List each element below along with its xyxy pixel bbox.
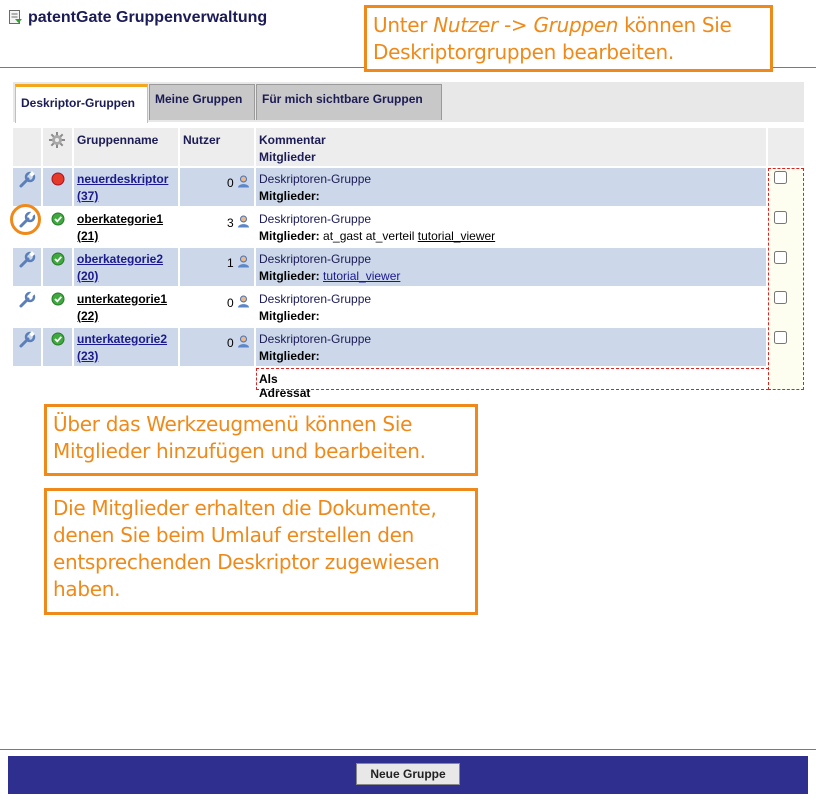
- status-inactive-icon: [51, 172, 65, 186]
- recipient-checkbox[interactable]: [774, 211, 787, 224]
- tab-sichtbare-gruppen[interactable]: Für mich sichtbare Gruppen: [256, 84, 442, 120]
- callout-top: Unter Nutzer -> Gruppen können Sie Deskriptorgruppen bearbeiten.: [364, 5, 773, 72]
- recipient-label: Als Adressat: [259, 372, 311, 400]
- user-icon[interactable]: [237, 255, 250, 268]
- row-tool-cell: [13, 248, 41, 286]
- group-name-link[interactable]: oberkategorie2: [77, 252, 164, 266]
- members-label: Mitglieder:: [259, 229, 320, 243]
- wrench-icon[interactable]: [18, 171, 36, 192]
- recipient-checkbox[interactable]: [774, 291, 787, 304]
- page-icon: [9, 10, 22, 24]
- row-select-cell: [768, 248, 804, 286]
- user-count: 0: [226, 336, 234, 350]
- header-comment-label: Kommentar: [259, 133, 326, 147]
- callout-tool-menu: Über das Werkzeugmenü können Sie Mitglieder hinzufügen und bearbeiten.: [44, 404, 478, 476]
- user-count: 3: [226, 216, 234, 230]
- member-link[interactable]: tutorial_viewer: [323, 269, 401, 283]
- row-comment: [256, 248, 766, 286]
- row-status-cell: [43, 208, 72, 246]
- footer-bar: [8, 756, 808, 794]
- row-users: [180, 288, 254, 326]
- tab-bar: [13, 82, 804, 122]
- group-comment: Deskriptoren-Gruppe: [259, 212, 372, 226]
- recipient-checkbox[interactable]: [774, 251, 787, 264]
- footer-divider: [0, 749, 816, 750]
- row-comment: [256, 168, 766, 206]
- group-name-link[interactable]: oberkategorie1: [77, 212, 164, 226]
- group-comment: Deskriptoren-Gruppe: [259, 172, 372, 186]
- wrench-highlight-ring: [10, 204, 41, 235]
- user-count: 0: [226, 296, 234, 310]
- row-comment: [256, 288, 766, 326]
- status-active-icon: [51, 332, 65, 346]
- recipient-checkbox[interactable]: [774, 331, 787, 344]
- group-name-link[interactable]: neuerdeskriptor: [77, 172, 169, 186]
- status-active-icon: [51, 212, 65, 226]
- user-count: 1: [226, 256, 234, 270]
- recipient-checkbox[interactable]: [774, 171, 787, 184]
- row-users: [180, 208, 254, 246]
- row-comment: [256, 328, 766, 366]
- status-active-icon: [51, 292, 65, 306]
- header-group-name[interactable]: Gruppenname: [74, 128, 178, 166]
- group-comment: Deskriptoren-Gruppe: [259, 332, 372, 346]
- group-comment: Deskriptoren-Gruppe: [259, 252, 372, 266]
- wrench-icon[interactable]: [18, 251, 36, 272]
- group-comment: Deskriptoren-Gruppe: [259, 292, 372, 306]
- row-tool-cell: [13, 288, 41, 326]
- row-tool-cell: [13, 328, 41, 366]
- group-count-link[interactable]: (20): [77, 269, 99, 283]
- member-name: at_gast: [323, 229, 363, 243]
- row-status-cell: [43, 168, 72, 206]
- user-count: 0: [226, 176, 234, 190]
- row-select-cell: [768, 208, 804, 246]
- callout-members: Die Mitglieder erhalten die Dokumente, denen Sie beim Umlauf erstellen den entsprechenden Deskriptor zugewiesen haben.: [44, 488, 478, 615]
- group-name-link[interactable]: unterkategorie2: [77, 332, 168, 346]
- group-count-link[interactable]: (37): [77, 189, 99, 203]
- user-icon[interactable]: [237, 175, 250, 188]
- members-label: Mitglieder:: [259, 269, 320, 283]
- header-status-col: [43, 128, 72, 166]
- row-group-name: [74, 328, 178, 366]
- row-group-name: [74, 208, 178, 246]
- group-count-link[interactable]: (21): [77, 229, 99, 243]
- members-label: Mitglieder:: [259, 189, 320, 203]
- header-users[interactable]: Nutzer: [180, 128, 254, 166]
- gear-icon: [48, 131, 66, 149]
- row-comment: [256, 208, 766, 246]
- group-count-link[interactable]: (22): [77, 309, 99, 323]
- user-icon[interactable]: [237, 295, 250, 308]
- user-icon[interactable]: [237, 215, 250, 228]
- row-status-cell: [43, 288, 72, 326]
- header-select-col: [768, 128, 804, 166]
- member-link[interactable]: tutorial_viewer: [417, 229, 496, 243]
- row-select-cell: [768, 168, 804, 206]
- row-users: [180, 328, 254, 366]
- row-status-cell: [43, 328, 72, 366]
- header-members-label: Mitglieder: [259, 150, 316, 164]
- row-select-cell: [768, 288, 804, 326]
- wrench-icon[interactable]: [18, 291, 36, 312]
- members-label: Mitglieder:: [259, 349, 320, 363]
- recipient-label-outline: [256, 368, 769, 390]
- page-title: patentGate Gruppenverwaltung: [28, 9, 268, 26]
- member-name: at_verteil: [365, 229, 415, 243]
- row-tool-cell: [13, 168, 41, 206]
- row-status-cell: [43, 248, 72, 286]
- group-count-link[interactable]: (23): [77, 349, 99, 363]
- tab-deskriptor-gruppen[interactable]: Deskriptor-Gruppen: [15, 84, 148, 123]
- row-group-name: [74, 288, 178, 326]
- group-name-link[interactable]: unterkategorie1: [77, 292, 168, 306]
- row-group-name: [74, 168, 178, 206]
- new-group-button[interactable]: Neue Gruppe: [356, 763, 460, 785]
- wrench-icon[interactable]: [18, 331, 36, 352]
- header-comment: [256, 128, 766, 166]
- members-label: Mitglieder:: [259, 309, 320, 323]
- row-group-name: [74, 248, 178, 286]
- header-tool-col: [13, 128, 41, 166]
- row-users: [180, 248, 254, 286]
- row-select-cell: [768, 328, 804, 366]
- status-active-icon: [51, 252, 65, 266]
- tab-meine-gruppen[interactable]: Meine Gruppen: [149, 84, 255, 120]
- user-icon[interactable]: [237, 335, 250, 348]
- row-users: [180, 168, 254, 206]
